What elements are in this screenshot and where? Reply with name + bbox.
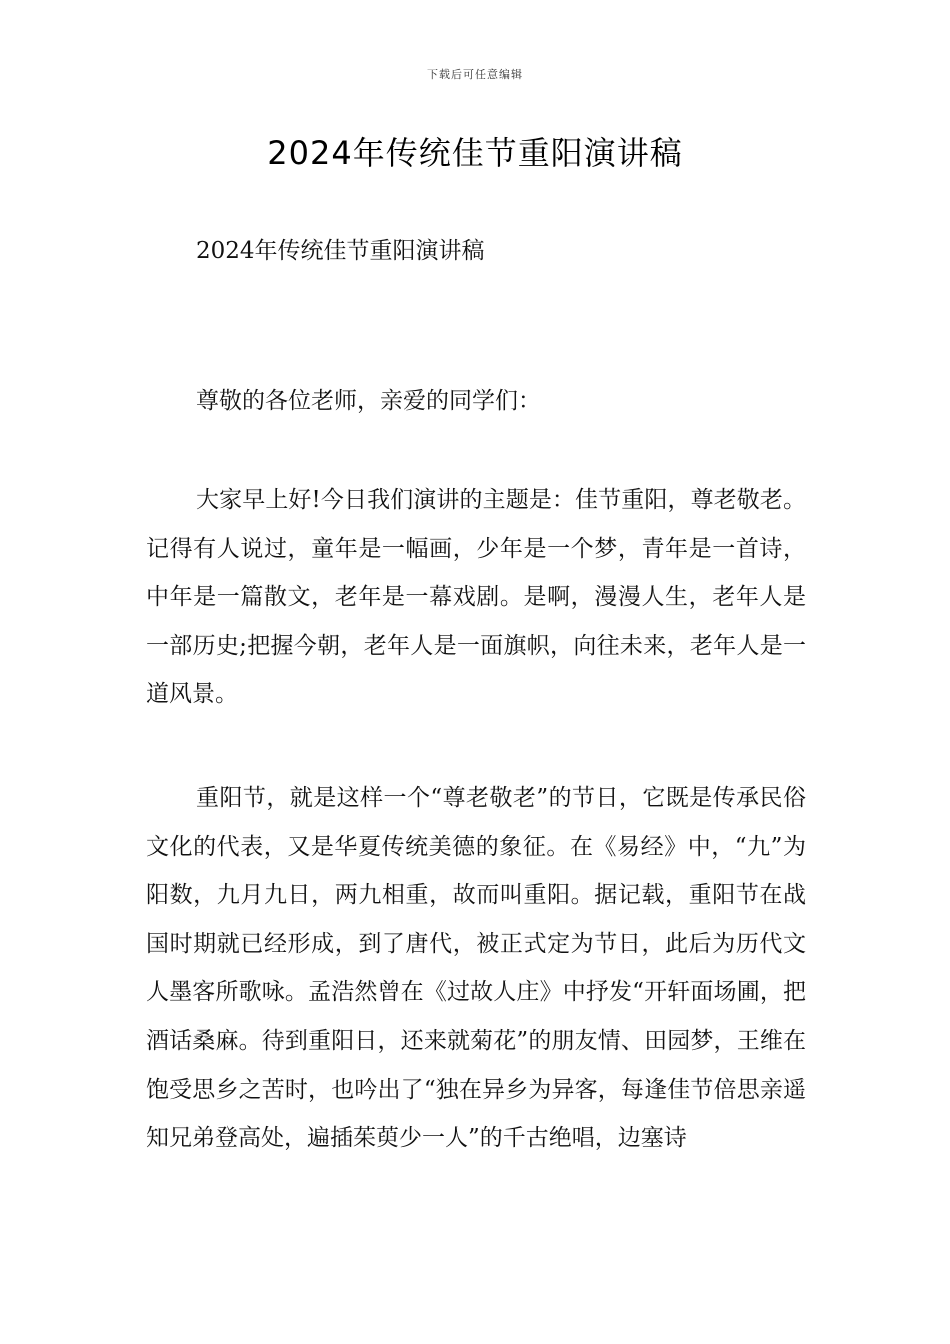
paragraph-2: 重阳节，就是这样一个“尊老敬老”的节日，它既是传承民俗文化的代表，又是华夏传统美德的象征。在《易经》中，“九”为阳数，九月九日，两九相重，故而叫重阳。据记载，重阳节在战国时期就已经形成，到了唐代，被正式定为节日，此后为历代文人墨客所歌咏。孟浩然曾在《过故人庄》中抒发“开轩面场圃，把酒话桑麻。待到重阳日，还来就菊花”的朋友情、田园梦，王维在饱受思乡之苦时，也吟出了“独在异乡为异客，每逢佳节倍思亲遥知兄弟登高处，遍插茱萸少一人”的千古绝唱，边塞诗 <box>146 785 806 1152</box>
document-title: 2024年传统佳节重阳演讲稿 <box>267 134 683 172</box>
salutation: 尊敬的各位老师，亲爱的同学们： <box>196 388 541 414</box>
document-subtitle: 2024年传统佳节重阳演讲稿 <box>196 238 485 264</box>
header-note: 下载后可任意编辑 <box>427 68 523 81</box>
paragraph-1: 大家早上好!今日我们演讲的主题是：佳节重阳，尊老敬老。记得有人说过，童年是一幅画，少年是一个梦，青年是一首诗，中年是一篇散文，老年是一幕戏剧。是啊，漫漫人生，老年人是一部历史;把握今朝，老年人是一面旗帜，向往未来，老年人是一道风景。 <box>146 487 806 708</box>
